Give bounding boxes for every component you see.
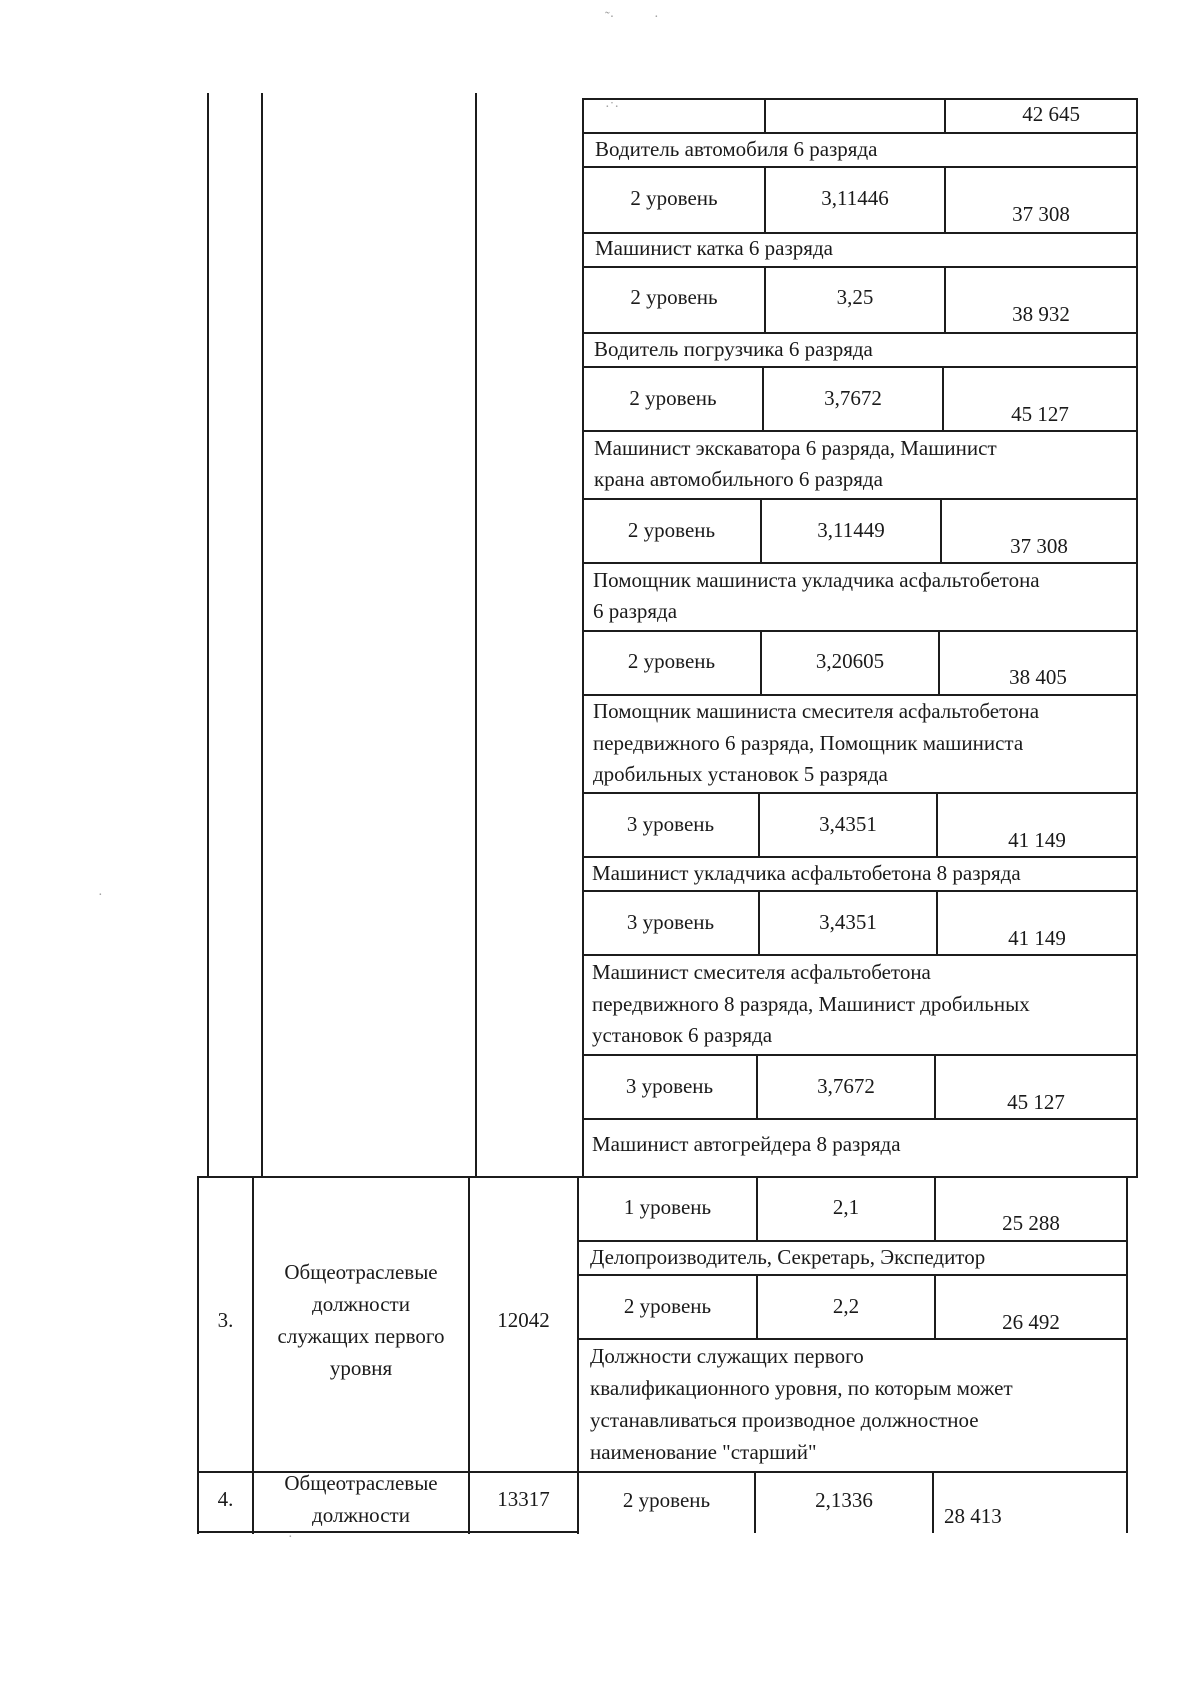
group-name-line: Общеотраслевые [284,1471,438,1495]
coef-cell: 3,7672 [817,1074,875,1098]
level-cell: 2 уровень [630,285,718,309]
position-cell-line: дробильных установок 5 разряда [593,762,888,786]
position-cell-line: 6 разряда [593,599,678,623]
position-cell: Водитель погрузчика 6 разряда [594,337,873,361]
salary-cell: 45 127 [1007,1090,1065,1114]
group-name-line: служащих первого [277,1324,445,1348]
coef-cell: 3,11446 [821,186,889,210]
coef-cell: 3,4351 [819,812,877,836]
position-cell-line: передвижного 6 разряда, Помощник машиниста [593,731,1024,755]
coef-cell: 3,4351 [819,910,877,934]
grid-hline [583,166,1137,168]
level-cell: 3 уровень [626,812,715,836]
position-cell-line: Помощник машиниста смесителя асфальтобетона [593,699,1040,723]
salary-cell: 28 413 [944,1504,1002,1528]
position-cell: Делопроизводитель, Секретарь, Экспедитор [590,1245,986,1269]
scan-artifact: · [98,888,103,903]
group3-top-border [197,1176,1137,1178]
grid-hline [582,1118,1137,1120]
grid-hline [582,792,1137,794]
coef-cell: 3,11449 [817,518,885,542]
coef-cell: 3,20605 [815,649,885,673]
coef-cell: 2,2 [832,1294,860,1318]
level-cell: 2 уровень [622,1488,711,1512]
grid-divider [764,98,766,132]
position-cell-line: устанавливаться производное должностное [590,1408,979,1432]
position-cell-line: крана автомобильного 6 разряда [594,467,883,491]
group4-bottom-border [197,1531,578,1533]
grid-hline [582,890,1137,892]
scan-artifact: · [654,10,659,25]
grid-hline [578,1274,1127,1276]
level-cell: 3 уровень [625,1074,714,1098]
level-cell: 2 уровень [630,186,718,210]
group-name-line: должности [312,1292,410,1316]
table-border-col3 [475,93,477,1178]
group-code: 13317 [497,1487,550,1511]
scan-artifact: ˜· [605,10,615,25]
group-code: 12042 [497,1308,550,1332]
group-name-line: Общеотраслевые [284,1260,438,1284]
grid-hline [582,630,1137,632]
position-cell-line: Должности служащих первого [590,1344,864,1368]
salary-cell: 41 149 [1008,828,1066,852]
position-cell-line: Помощник машиниста укладчика асфальтобетона [593,568,1040,592]
grid-hline [582,366,1137,368]
coef-cell: 3,25 [836,285,874,309]
grid-hline [582,498,1137,500]
coef-cell: 2,1 [832,1195,860,1219]
scan-artifact: · [288,1530,293,1545]
grid-divider [932,1471,934,1533]
scan-artifact: ·˙· [605,100,619,115]
grid-hline [583,266,1137,268]
position-cell: Машинист катка 6 разряда [595,236,833,260]
position-cell: Машинист укладчика асфальтобетона 8 разряда [592,861,1021,885]
position-cell-line: установок 6 разряда [592,1023,773,1047]
position-cell: Машинист автогрейдера 8 разряда [592,1132,901,1156]
coef-cell: 3,7672 [824,386,882,410]
level-cell: 1 уровень [623,1195,712,1219]
level-cell: 3 уровень [626,910,715,934]
table-border-col2 [261,93,263,1178]
table-border-col4 [582,98,584,1178]
group-number: 4. [217,1487,234,1511]
salary-cell: 37 308 [1010,534,1068,558]
grid-divider [944,98,946,132]
table-border-left [207,93,209,1178]
group-name-line: должности [312,1503,410,1527]
level-cell: 2 уровень [623,1294,712,1318]
position-cell-line: наименование "старший" [590,1440,817,1464]
table-border-right [1136,98,1138,1178]
salary-cell: 45 127 [1011,402,1069,426]
salary-cell: 38 405 [1009,665,1067,689]
level-cell: 2 уровень [627,649,716,673]
salary-cell: 38 932 [1012,302,1070,326]
salary-cell: 37 308 [1012,202,1070,226]
position-cell-line: Машинист экскаватора 6 разряда, Машинист [594,436,997,460]
salary-cell: 41 149 [1008,926,1066,950]
coef-cell: 2,1336 [815,1488,873,1512]
group-name-line: уровня [329,1356,393,1380]
level-cell: 2 уровень [629,386,717,410]
table-border-right [1126,1471,1128,1533]
position-cell-line: квалификационного уровня, по которым может [590,1376,1013,1400]
group-number: 3. [217,1308,234,1332]
salary-cell: 42 645 [1022,102,1080,126]
salary-cell: 26 492 [1002,1310,1060,1334]
level-cell: 2 уровень [627,518,716,542]
table-border-right [1126,1176,1128,1472]
position-cell-line: Машинист смесителя асфальтобетона [592,960,931,984]
salary-cell: 25 288 [1002,1211,1060,1235]
position-cell-line: передвижного 8 разряда, Машинист дробильных [592,992,1030,1016]
grid-hline [582,1054,1137,1056]
position-cell: Водитель автомобиля 6 разряда [595,137,878,161]
